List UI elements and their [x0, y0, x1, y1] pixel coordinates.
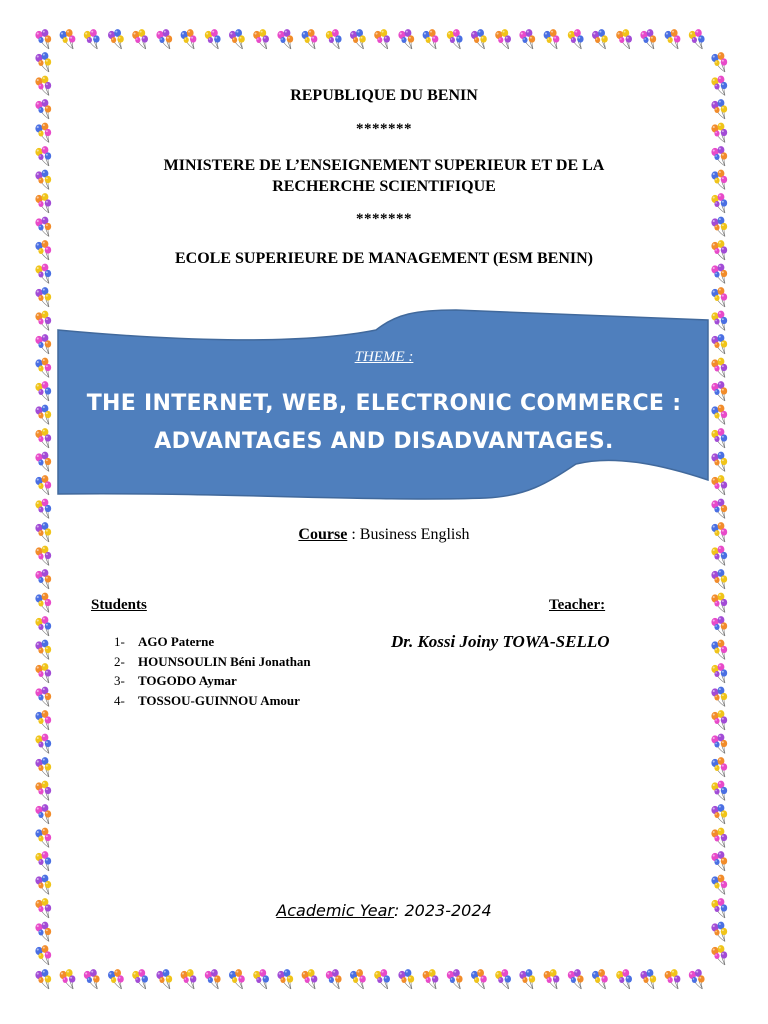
teacher-name: Dr. Kossi Joiny TOWA-SELLO — [391, 632, 610, 651]
balloon-cluster-icon — [471, 969, 487, 989]
student-number: 3- — [114, 673, 125, 688]
balloon-cluster-icon — [398, 29, 414, 49]
balloon-cluster-icon — [711, 945, 727, 965]
school-name: ECOLE SUPERIEURE DE MANAGEMENT (ESM BENIN) — [175, 250, 593, 267]
balloon-cluster-icon — [711, 287, 727, 307]
balloon-cluster-icon — [711, 428, 727, 448]
balloon-cluster-icon — [35, 945, 51, 965]
balloon-cluster-icon — [568, 29, 584, 49]
balloon-cluster-icon — [374, 969, 390, 989]
balloon-cluster-icon — [35, 569, 51, 589]
balloon-cluster-icon — [374, 29, 390, 49]
balloon-cluster-icon — [568, 969, 584, 989]
balloon-cluster-icon — [711, 640, 727, 660]
balloon-cluster-icon — [35, 828, 51, 848]
balloon-cluster-icon — [689, 969, 705, 989]
balloon-cluster-icon — [711, 475, 727, 495]
balloon-cluster-icon — [711, 569, 727, 589]
balloon-cluster-icon — [277, 969, 293, 989]
list-item — [114, 693, 311, 713]
balloon-cluster-icon — [84, 969, 100, 989]
balloon-cluster-icon — [592, 29, 608, 49]
balloon-cluster-icon — [689, 29, 705, 49]
country-heading: REPUBLIQUE DU BENIN — [290, 87, 478, 104]
course-value: Business English — [359, 526, 470, 543]
balloon-cluster-icon — [711, 851, 727, 871]
balloon-cluster-icon — [108, 969, 124, 989]
academic-year-value: 2023-2024 — [404, 901, 492, 920]
balloon-cluster-icon — [326, 29, 342, 49]
course-separator: : — [347, 526, 360, 543]
balloon-cluster-icon — [350, 969, 366, 989]
balloon-cluster-icon — [60, 29, 76, 49]
balloon-cluster-icon — [495, 29, 511, 49]
balloon-cluster-icon — [302, 969, 318, 989]
balloon-cluster-icon — [277, 29, 293, 49]
balloon-cluster-icon — [205, 29, 221, 49]
balloon-cluster-icon — [711, 311, 727, 331]
balloon-cluster-icon — [132, 29, 148, 49]
balloon-cluster-icon — [544, 969, 560, 989]
ministry-line-1: MINISTERE DE L’ENSEIGNEMENT SUPERIEUR ET DE LA — [163, 157, 605, 174]
academic-year — [0, 901, 768, 920]
balloon-cluster-icon — [108, 29, 124, 49]
balloon-cluster-icon — [711, 875, 727, 895]
balloon-cluster-icon — [35, 616, 51, 636]
balloon-cluster-icon — [35, 499, 51, 519]
balloon-cluster-icon — [711, 381, 727, 401]
list-item — [114, 654, 311, 674]
balloon-cluster-icon — [35, 781, 51, 801]
balloon-cluster-icon — [35, 969, 51, 989]
balloon-cluster-icon — [519, 969, 535, 989]
balloon-cluster-icon — [447, 29, 463, 49]
academic-year-label: Academic Year — [276, 901, 394, 920]
balloon-cluster-icon — [35, 687, 51, 707]
balloon-cluster-icon — [35, 804, 51, 824]
balloon-cluster-icon — [640, 29, 656, 49]
balloon-cluster-icon — [35, 52, 51, 72]
balloon-cluster-icon — [35, 452, 51, 472]
balloon-cluster-icon — [665, 969, 681, 989]
balloon-cluster-icon — [711, 757, 727, 777]
balloon-cluster-icon — [495, 969, 511, 989]
balloon-cluster-icon — [711, 710, 727, 730]
balloon-cluster-icon — [711, 922, 727, 942]
balloon-cluster-icon — [398, 969, 414, 989]
balloon-cluster-icon — [711, 499, 727, 519]
balloon-cluster-icon — [711, 687, 727, 707]
balloon-cluster-icon — [35, 311, 51, 331]
balloon-cluster-icon — [35, 405, 51, 425]
balloon-cluster-icon — [35, 757, 51, 777]
balloon-cluster-icon — [229, 29, 245, 49]
balloon-cluster-icon — [35, 193, 51, 213]
balloon-cluster-icon — [35, 851, 51, 871]
balloon-cluster-icon — [35, 734, 51, 754]
balloon-cluster-icon — [35, 287, 51, 307]
balloon-cluster-icon — [616, 969, 632, 989]
balloon-cluster-icon — [544, 29, 560, 49]
balloon-cluster-icon — [711, 193, 727, 213]
balloon-cluster-icon — [181, 29, 197, 49]
theme-title-line-1: THE INTERNET, WEB, ELECTRONIC COMMERCE : — [86, 391, 682, 416]
balloon-cluster-icon — [350, 29, 366, 49]
theme-label: THEME : — [354, 349, 414, 365]
balloon-cluster-icon — [423, 969, 439, 989]
balloon-cluster-icon — [35, 875, 51, 895]
course-label: Course — [298, 526, 348, 543]
student-number: 2- — [114, 653, 125, 669]
student-name: TOGODO Aymar — [138, 673, 237, 688]
students-heading: Students — [91, 597, 147, 613]
balloon-cluster-icon — [35, 546, 51, 566]
balloon-cluster-icon — [132, 969, 148, 989]
balloon-cluster-icon — [302, 29, 318, 49]
balloon-cluster-icon — [711, 828, 727, 848]
course-line — [0, 526, 768, 544]
balloon-cluster-icon — [35, 663, 51, 683]
balloon-cluster-icon — [253, 969, 269, 989]
student-name: AGO Paterne — [138, 634, 215, 649]
balloon-cluster-icon — [471, 29, 487, 49]
balloon-cluster-icon — [156, 29, 172, 49]
balloon-cluster-icon — [711, 804, 727, 824]
balloon-cluster-icon — [35, 29, 51, 49]
balloon-cluster-icon — [711, 781, 727, 801]
balloon-cluster-icon — [711, 546, 727, 566]
student-number: 4- — [114, 692, 125, 708]
balloon-cluster-icon — [35, 710, 51, 730]
student-name: HOUNSOULIN Béni Jonathan — [138, 653, 311, 669]
balloon-cluster-icon — [35, 428, 51, 448]
balloon-cluster-icon — [592, 969, 608, 989]
balloon-cluster-icon — [35, 475, 51, 495]
list-item — [114, 634, 311, 654]
balloon-cluster-icon — [711, 616, 727, 636]
balloon-cluster-icon — [711, 52, 727, 72]
balloon-cluster-icon — [84, 29, 100, 49]
balloon-cluster-icon — [665, 29, 681, 49]
balloon-cluster-icon — [253, 29, 269, 49]
balloon-cluster-icon — [447, 969, 463, 989]
balloon-cluster-icon — [519, 29, 535, 49]
balloon-cluster-icon — [711, 452, 727, 472]
balloon-cluster-icon — [711, 593, 727, 613]
theme-title-line-2: ADVANTAGES AND DISADVANTAGES. — [154, 429, 614, 454]
balloon-cluster-icon — [156, 969, 172, 989]
balloon-cluster-icon — [711, 663, 727, 683]
balloon-cluster-icon — [35, 593, 51, 613]
balloon-cluster-icon — [616, 29, 632, 49]
balloon-cluster-icon — [181, 969, 197, 989]
student-number: 1- — [114, 634, 125, 649]
balloon-cluster-icon — [35, 922, 51, 942]
separator-stars: ******* — [356, 211, 412, 227]
balloon-cluster-icon — [60, 969, 76, 989]
student-list — [114, 634, 311, 712]
academic-year-separator: : — [394, 901, 405, 920]
teacher-heading: Teacher: — [549, 597, 606, 613]
balloon-cluster-icon — [205, 969, 221, 989]
balloon-cluster-icon — [229, 969, 245, 989]
balloon-cluster-icon — [711, 734, 727, 754]
balloon-cluster-icon — [711, 405, 727, 425]
list-item — [114, 673, 311, 693]
separator-stars: ******* — [356, 121, 412, 137]
ministry-line-2: RECHERCHE SCIENTIFIQUE — [272, 178, 496, 195]
balloon-cluster-icon — [423, 29, 439, 49]
balloon-cluster-icon — [326, 969, 342, 989]
balloon-cluster-icon — [640, 969, 656, 989]
balloon-cluster-icon — [35, 381, 51, 401]
balloon-cluster-icon — [35, 640, 51, 660]
student-name: TOSSOU-GUINNOU Amour — [138, 692, 300, 708]
